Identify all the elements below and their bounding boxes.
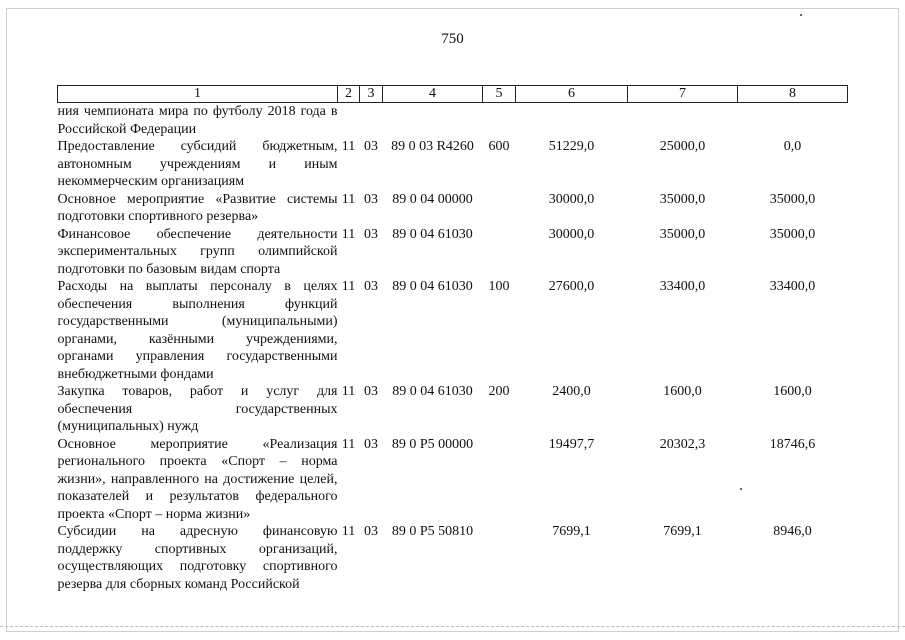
table-row	[58, 278, 848, 383]
row-description: Финансовое обеспечение деятельности экспериментальных групп олимпийской подготовки по базовым видам спорта	[57, 226, 338, 277]
value-cell: 1600,0	[773, 384, 812, 399]
scan-speck	[740, 488, 742, 490]
value-cell: 1600,0	[663, 384, 702, 399]
value-cell: 35000,0	[659, 226, 706, 242]
value-cell: 35000,0	[769, 191, 816, 207]
value-cell: 30000,0	[548, 226, 595, 242]
value-cell: 7699,1	[552, 524, 591, 539]
vr-cell	[483, 523, 516, 593]
podrazdel-cell: 03	[364, 279, 378, 294]
table-row	[58, 523, 848, 593]
value-cell: 35000,0	[659, 191, 706, 207]
value-cell	[516, 103, 628, 139]
row-description: Закупка товаров, работ и услуг для обеспечения государственных (муниципальных) нужд	[57, 384, 338, 434]
header-cell: 5	[483, 86, 516, 103]
csr-cell: 89 0 04 61030	[392, 279, 473, 294]
value-cell: 8946,0	[773, 524, 812, 539]
csr-cell: 89 0 P5 00000	[391, 436, 474, 452]
table-row	[58, 226, 848, 279]
header-cell: 3	[360, 86, 383, 103]
row-description: Расходы на выплаты персоналу в целях обеспечения выполнения функций государственными (муниципальными) органами, казёнными учреждениями, органами управления государственными внебюджетными фондами	[57, 279, 338, 382]
value-cell: 30000,0	[548, 191, 595, 207]
row-description: Предоставление субсидий бюджетным, автономным учреждениям и иным некоммерческим организациям	[57, 139, 338, 189]
razdel-cell: 11	[341, 279, 356, 294]
vr-cell	[483, 191, 516, 226]
value-cell: 25000,0	[659, 139, 706, 154]
table-row	[58, 191, 848, 226]
value-cell: 33400,0	[659, 279, 706, 294]
vr-cell	[483, 103, 516, 139]
row-description: ния чемпионата мира по футболу 2018 года в Российской Федерации	[57, 104, 338, 137]
header-cell: 2	[338, 86, 360, 103]
csr-cell: 89 0 03 R4260	[391, 139, 474, 154]
row-description: Основное мероприятие «Реализация регионального проекта «Спорт – норма жизни», направленного на достижение целей, показателей и результатов федерального проекта «Спорт – норма жизни»	[57, 436, 338, 522]
csr-cell: 89 0 P5 50810	[391, 524, 474, 539]
table-row	[58, 138, 848, 191]
header-cell: 7	[628, 86, 738, 103]
table-row	[58, 383, 848, 436]
table-row	[58, 103, 848, 139]
value-cell: 19497,7	[548, 436, 595, 452]
header-cell: 6	[516, 86, 628, 103]
value-cell: 35000,0	[769, 226, 816, 242]
csr-cell: 89 0 04 61030	[392, 226, 473, 242]
bottom-edge-line	[0, 626, 905, 627]
razdel-cell: 11	[341, 384, 356, 399]
value-cell: 33400,0	[769, 279, 816, 294]
csr-cell: 89 0 04 61030	[392, 384, 473, 399]
razdel-cell: 11	[341, 191, 356, 207]
scan-speck	[800, 14, 802, 16]
header-cell: 1	[58, 86, 338, 103]
value-cell: 27600,0	[548, 279, 595, 294]
value-cell: 7699,1	[663, 524, 702, 539]
vr-cell	[483, 226, 516, 279]
podrazdel-cell: 03	[364, 191, 378, 207]
value-cell: 20302,3	[659, 436, 706, 452]
row-description: Субсидии на адресную финансовую поддержку спортивных организаций, осуществляющих подготовку спортивного резерва для сборных команд Российской	[57, 524, 338, 592]
value-cell: 2400,0	[552, 384, 591, 399]
header-row	[58, 86, 848, 103]
csr-cell: 89 0 04 00000	[392, 191, 473, 207]
csr-cell	[383, 103, 483, 139]
razdel-cell: 11	[341, 226, 356, 242]
podrazdel-cell: 03	[364, 524, 378, 539]
value-cell	[628, 103, 738, 139]
value-cell: 18746,6	[769, 436, 816, 452]
podrazdel-cell: 03	[364, 384, 378, 399]
podrazdel-cell: 03	[364, 436, 378, 452]
vr-cell: 200	[488, 384, 510, 399]
razdel-cell	[338, 103, 360, 139]
value-cell: 51229,0	[548, 139, 595, 154]
budget-table	[57, 85, 848, 593]
header-cell: 8	[738, 86, 848, 103]
vr-cell: 600	[488, 139, 510, 154]
page-number: 750	[441, 31, 464, 47]
vr-cell: 100	[488, 279, 510, 294]
podrazdel-cell: 03	[364, 226, 378, 242]
row-description: Основное мероприятие «Развитие системы подготовки спортивного резерва»	[57, 191, 338, 224]
razdel-cell: 11	[341, 524, 356, 539]
vr-cell	[483, 436, 516, 524]
razdel-cell: 11	[341, 139, 356, 154]
podrazdel-cell	[360, 103, 383, 139]
table-row	[58, 436, 848, 524]
header-cell: 4	[383, 86, 483, 103]
razdel-cell: 11	[341, 436, 356, 452]
value-cell	[738, 103, 848, 139]
podrazdel-cell: 03	[364, 139, 378, 154]
value-cell: 0,0	[783, 139, 802, 154]
